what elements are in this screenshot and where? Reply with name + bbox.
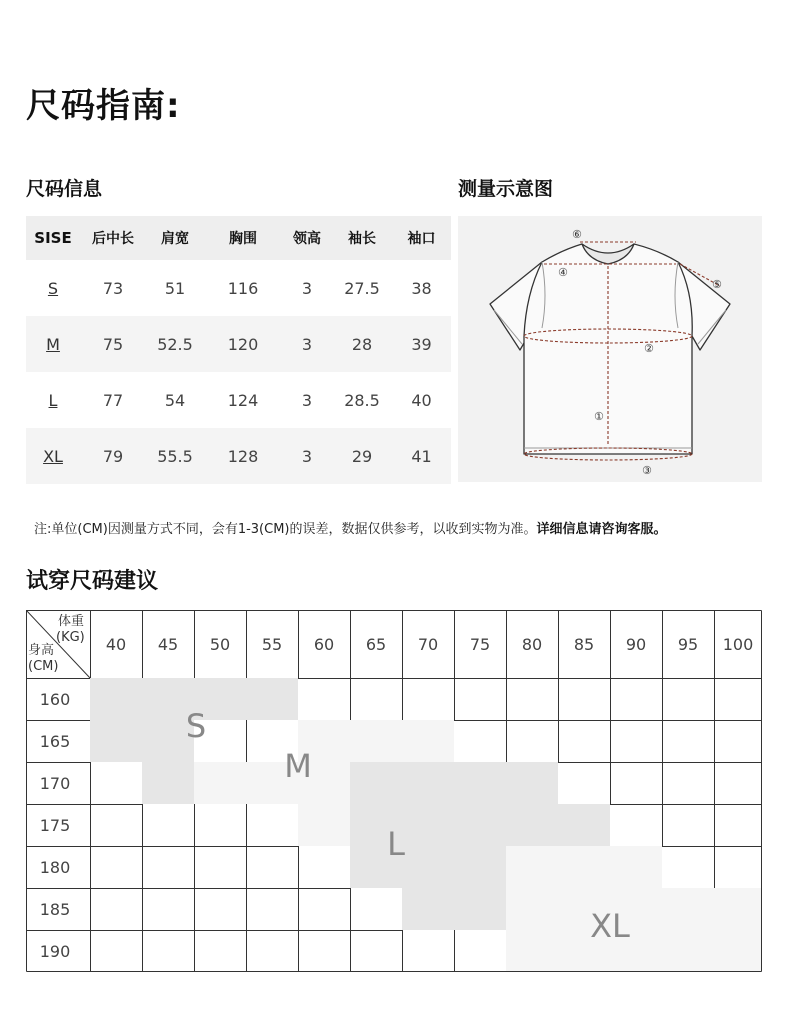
value-cell: 3 — [282, 316, 332, 372]
marker-5: ⑤ — [712, 278, 722, 291]
value-cell: 116 — [227, 278, 259, 298]
value-cell: 27.5 — [344, 278, 380, 298]
value-cell: 40 — [411, 390, 432, 410]
height-label: 160 — [39, 689, 71, 709]
size-zone-label: XL — [590, 907, 630, 945]
weight-header: 75 — [469, 634, 491, 654]
size-zone-label: L — [387, 825, 405, 863]
value-cell: 28.5 — [344, 390, 380, 410]
note-contact-text: 详细信息请咨询客服。 — [536, 522, 667, 537]
header-sleeve-length: 袖长 — [332, 216, 392, 260]
weight-header: 100 — [722, 634, 754, 654]
weight-header: 90 — [625, 634, 647, 654]
weight-header: 50 — [209, 634, 231, 654]
header-shoulder: 肩宽 — [146, 216, 204, 260]
marker-2: ② — [644, 342, 654, 355]
value-cell: 120 — [204, 316, 282, 372]
marker-3: ③ — [642, 464, 652, 477]
weight-header: 80 — [521, 634, 543, 654]
weight-header: 55 — [261, 634, 283, 654]
table-row — [26, 316, 451, 372]
value-cell: 3 — [301, 390, 313, 410]
size-cell: XL — [26, 428, 80, 484]
corner-weight-unit: (KG) — [56, 630, 85, 645]
corner-height-unit: (CM) — [28, 659, 59, 674]
height-label: 180 — [39, 857, 71, 877]
weight-header: 95 — [677, 634, 699, 654]
value-cell: 128 — [204, 428, 282, 484]
value-cell: 79 — [80, 428, 146, 484]
height-label: 190 — [39, 941, 71, 961]
table-row — [26, 428, 451, 484]
value-cell: 54 — [164, 390, 186, 410]
value-cell: 3 — [282, 428, 332, 484]
header-cuff: 袖口 — [392, 216, 451, 260]
weight-header: 70 — [417, 634, 439, 654]
size-zone-label: S — [185, 707, 207, 745]
value-cell: 3 — [301, 278, 313, 298]
height-label: 175 — [39, 815, 71, 835]
value-cell: 52.5 — [146, 316, 204, 372]
size-zone-label: M — [284, 747, 312, 785]
table-row — [26, 260, 451, 316]
measurement-note — [34, 518, 667, 537]
size-cell: S — [47, 278, 59, 298]
value-cell: 73 — [102, 278, 124, 298]
weight-header: 45 — [157, 634, 179, 654]
value-cell: 28 — [332, 316, 392, 372]
height-label: 165 — [39, 731, 71, 751]
value-cell: 77 — [102, 390, 124, 410]
fit-suggestion-grid — [26, 610, 762, 972]
weight-header: 60 — [313, 634, 335, 654]
size-cell: M — [26, 316, 80, 372]
value-cell: 51 — [164, 278, 186, 298]
header-back-length: 后中长 — [80, 216, 146, 260]
value-cell: 38 — [411, 278, 432, 298]
value-cell: 75 — [80, 316, 146, 372]
header-collar: 领高 — [282, 216, 332, 260]
page-title: 尺码指南: — [26, 86, 181, 126]
diagram-title: 测量示意图 — [458, 178, 554, 200]
note-text: 注:单位(CM)因测量方式不同，会有1-3(CM)的误差，数据仅供参考，以收到实物为准。 — [34, 522, 537, 537]
value-cell: 29 — [332, 428, 392, 484]
height-label: 185 — [39, 899, 71, 919]
table-row — [26, 372, 451, 428]
value-cell: 39 — [392, 316, 451, 372]
corner-height-label: 身高 — [28, 643, 55, 658]
size-info-title: 尺码信息 — [26, 178, 103, 200]
marker-1: ① — [594, 410, 604, 423]
marker-4: ④ — [558, 266, 568, 279]
header-size: SISE — [26, 216, 80, 260]
size-cell: L — [48, 390, 58, 410]
value-cell: 41 — [392, 428, 451, 484]
weight-header: 85 — [573, 634, 595, 654]
value-cell: 55.5 — [146, 428, 204, 484]
height-label: 170 — [39, 773, 71, 793]
size-table — [26, 216, 451, 484]
weight-header: 65 — [365, 634, 387, 654]
fit-suggestion-title: 试穿尺码建议 — [26, 569, 159, 594]
size-table-header-row — [26, 216, 451, 260]
header-chest: 胸围 — [204, 216, 282, 260]
value-cell: 124 — [227, 390, 259, 410]
marker-6: ⑥ — [572, 228, 582, 241]
corner-weight-label: 体重 — [58, 614, 85, 629]
weight-header: 40 — [105, 634, 127, 654]
tshirt-illustration — [458, 216, 762, 482]
measurement-diagram — [458, 216, 762, 482]
